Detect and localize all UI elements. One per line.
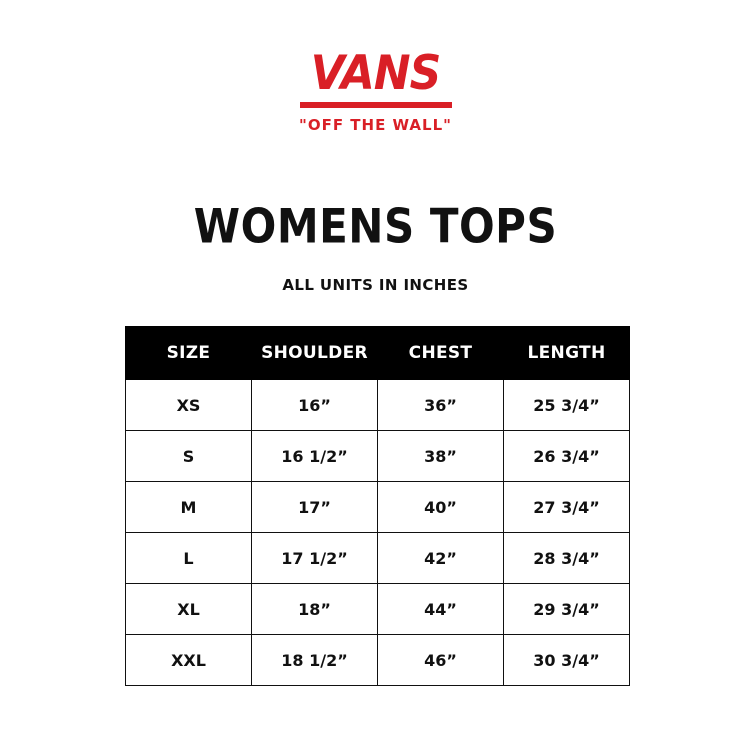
table-row [126,431,630,482]
cell-chest: 38” [378,431,504,482]
table-row [126,635,630,686]
cell-length: 25 3/4” [504,380,630,431]
cell-chest: 36” [378,380,504,431]
page-subtitle: ALL UNITS IN INCHES [282,276,469,294]
cell-shoulder: 17” [252,482,378,533]
cell-size: L [126,533,252,584]
cell-length: 26 3/4” [504,431,630,482]
table-row [126,584,630,635]
title-block [0,199,751,294]
cell-size: S [126,431,252,482]
cell-shoulder: 16 1/2” [252,431,378,482]
brand-logo [0,0,751,134]
brand-underline-bar [300,102,452,108]
column-header-size: SIZE [126,327,252,380]
cell-size: XXL [126,635,252,686]
brand-wordmark: VANS [310,45,441,101]
table-header-row [126,327,630,380]
size-table-container [125,326,625,686]
brand-tagline: "OFF THE WALL" [299,116,452,134]
table-body [126,380,630,686]
cell-size: M [126,482,252,533]
cell-shoulder: 18” [252,584,378,635]
table-row [126,533,630,584]
cell-shoulder: 17 1/2” [252,533,378,584]
cell-length: 29 3/4” [504,584,630,635]
column-header-chest: CHEST [378,327,504,380]
column-header-length: LENGTH [504,327,630,380]
table-row [126,482,630,533]
cell-shoulder: 16” [252,380,378,431]
size-chart-table [125,326,630,686]
cell-shoulder: 18 1/2” [252,635,378,686]
cell-length: 30 3/4” [504,635,630,686]
table-row [126,380,630,431]
cell-length: 27 3/4” [504,482,630,533]
page-title: WOMENS TOPS [193,199,558,254]
column-header-shoulder: SHOULDER [252,327,378,380]
cell-length: 28 3/4” [504,533,630,584]
cell-chest: 42” [378,533,504,584]
cell-chest: 40” [378,482,504,533]
cell-size: XL [126,584,252,635]
cell-chest: 46” [378,635,504,686]
cell-size: XS [126,380,252,431]
cell-chest: 44” [378,584,504,635]
table-header [126,327,630,380]
